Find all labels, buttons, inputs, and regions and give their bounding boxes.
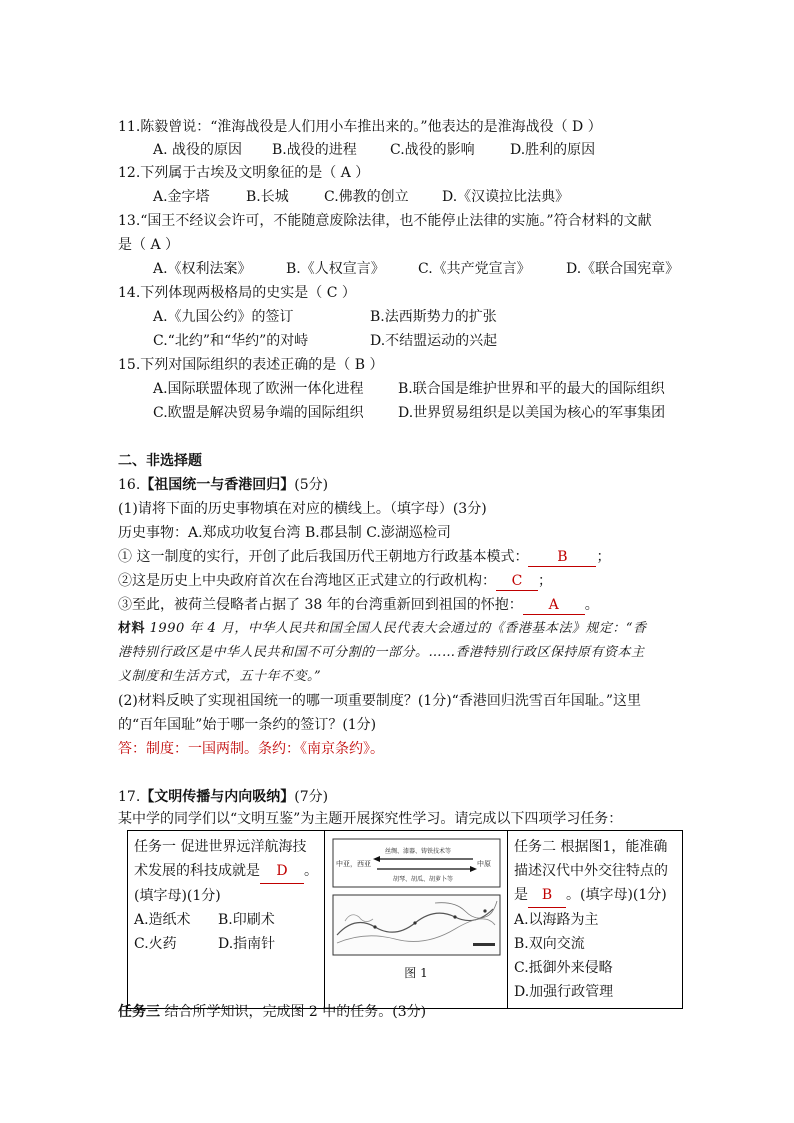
q11-option-a: A. 战役的原因 [153, 142, 243, 158]
q13-option-c: C.《共产党宣言》 [418, 261, 531, 277]
map-scale-bar [473, 943, 495, 946]
q16-blank1: ① 这一制度的实行，开创了此后我国历代王朝地方行政基本模式： B ； [118, 549, 611, 565]
task1-line3: (填字母)(1分) [134, 888, 221, 904]
figure1 [325, 831, 508, 999]
q13-option-b: B.《人权宣言》 [286, 261, 385, 277]
figure1-bottom-text: 胡琴、胡瓜、胡萝卜等 [393, 876, 454, 883]
q12-option-b: B.长城 [246, 189, 289, 205]
map-city-2 [413, 921, 416, 924]
q16-blank2: ②这是历史上中央政府首次在台湾地区正式建立的行政机构： C ； [118, 573, 552, 589]
q13-stem-line1: 13.“国王不经议会许可，不能随意废除法律，也不能停止法律的实施。”符合材料的文献 [118, 213, 652, 229]
q14-option-b: B.法西斯势力的扩张 [370, 309, 497, 325]
q16-items: 历史事物：A.郑成功收复台湾 B.郡县制 C.澎湖巡检司 [118, 525, 451, 541]
q11-stem: 11.陈毅曾说：“淮海战役是人们用小车推出来的。”他表达的是淮海战役（ D ） [118, 119, 602, 135]
figure1-caption: 图 1 [404, 966, 428, 980]
task2-line1: 任务二 根据图1，能准确 [514, 839, 668, 855]
q16-answer2: C [496, 572, 538, 591]
section-title: 二、非选择题 [118, 453, 202, 469]
q13-stem-line2: 是（ A ） [118, 237, 180, 253]
q12-option-d: D.《汉谟拉比法典》 [442, 189, 570, 205]
q16-part2-line2: 的“百年国耻”始于哪一条约的签订？(1分) [118, 717, 377, 733]
q15-stem: 15.下列对国际组织的表述正确的是（ B ） [118, 357, 384, 373]
map-city-4 [483, 909, 486, 912]
q13-option-d: D.《联合国宪章》 [566, 261, 680, 277]
task1-cell [128, 831, 325, 1009]
q14-option-a: A.《九国公约》的签订 [153, 309, 294, 325]
task2-answer: B [528, 883, 566, 908]
q16-answer3: A [523, 596, 585, 615]
task2-cell [508, 831, 683, 1009]
q15-option-d: D.世界贸易组织是以美国为核心的军事集团 [398, 405, 666, 421]
q14-option-c: C.“北约”和“华约”的对峙 [153, 333, 309, 349]
q17-intro: 某中学的同学们以“文明互鉴”为主题开展探究性学习。请完成以下四项学习任务： [118, 811, 623, 827]
q16-material-line2: 港特别行政区是中华人民共和国不可分割的一部分。……香港特别行政区保持原有资本主 [118, 645, 645, 660]
figure1-right-label: 中原 [477, 860, 491, 868]
q16-part2-line1: (2)材料反映了实现祖国统一的哪一项重要制度？(1分)“香港回归洗雪百年国耻。”这里 [118, 693, 641, 709]
task2-option-d: D.加强行政管理 [514, 984, 614, 1000]
task2-option-a: A.以海路为主 [514, 912, 599, 928]
q16-material-line3: 义制度和生活方式，五十年不变。” [118, 669, 322, 684]
q16-title: 16.【祖国统一与香港回归】(5分) [118, 477, 329, 493]
q14-stem: 14.下列体现两极格局的史实是（ C ） [118, 285, 356, 301]
q17-title: 17.【文明传播与内向吸纳】(7分) [118, 789, 329, 805]
figure1-left-label: 中亚，西亚 [336, 860, 371, 868]
task1-line1: 任务一 促进世界远洋航海技 [134, 839, 307, 855]
task1-answer: D [260, 859, 304, 884]
q12-option-a: A.金字塔 [153, 189, 210, 205]
map-city-3 [453, 915, 456, 918]
task3: 任务三 结合所学知识，完成图 2 中的任务。(3分) [118, 1004, 427, 1020]
figure1-top-text: 丝绸、漆器、铸铁技术等 [385, 848, 452, 855]
q16-blank3: ③至此，被荷兰侵略者占据了 38 年的台湾重新回到祖国的怀抱： A 。 [118, 597, 599, 613]
task2-line2: 描述汉代中外交往特点的 [514, 863, 668, 879]
task1-options-row1: A.造纸术 B.印刷术 [134, 912, 275, 928]
q14-option-d: D.不结盟运动的兴起 [370, 333, 498, 349]
q15-option-a: A.国际联盟体现了欧洲一体化进程 [153, 381, 364, 397]
q16-answer1: B [528, 548, 596, 567]
q11-option-d: D.胜利的原因 [510, 142, 596, 158]
q13-option-a: A.《权利法案》 [153, 261, 252, 277]
q16-material-line1: 材料 1990 年 4 月，中华人民共和国全国人民代表大会通过的《香港基本法》规定：“香 [118, 621, 647, 636]
q12-stem: 12.下列属于古埃及文明象征的是（ A ） [118, 165, 370, 181]
q11-option-b: B.战役的进程 [272, 142, 357, 158]
task1-options-row2: C.火药 D.指南针 [134, 936, 276, 952]
q12-option-c: C.佛教的创立 [324, 189, 409, 205]
task1-line2: 术发展的科技成就是 D 。 [134, 859, 318, 884]
q16-part1: (1)请将下面的历史事物填在对应的横线上。（填字母）(3分) [118, 501, 487, 517]
task2-option-b: B.双向交流 [514, 936, 585, 952]
q15-option-c: C.欧盟是解决贸易争端的国际组织 [153, 405, 364, 421]
map-city-1 [373, 925, 376, 928]
task-table [127, 830, 683, 1009]
q11-option-c: C.战役的影响 [390, 142, 475, 158]
q15-option-b: B.联合国是维护世界和平的最大的国际组织 [398, 381, 665, 397]
task2-line3: 是 B 。(填字母)(1分) [514, 883, 676, 908]
q16-answer: 答：制度：一国两制。条约：《南京条约》。 [118, 741, 384, 757]
task2-option-c: C.抵御外来侵略 [514, 960, 613, 976]
figure1-cell [325, 831, 508, 1009]
